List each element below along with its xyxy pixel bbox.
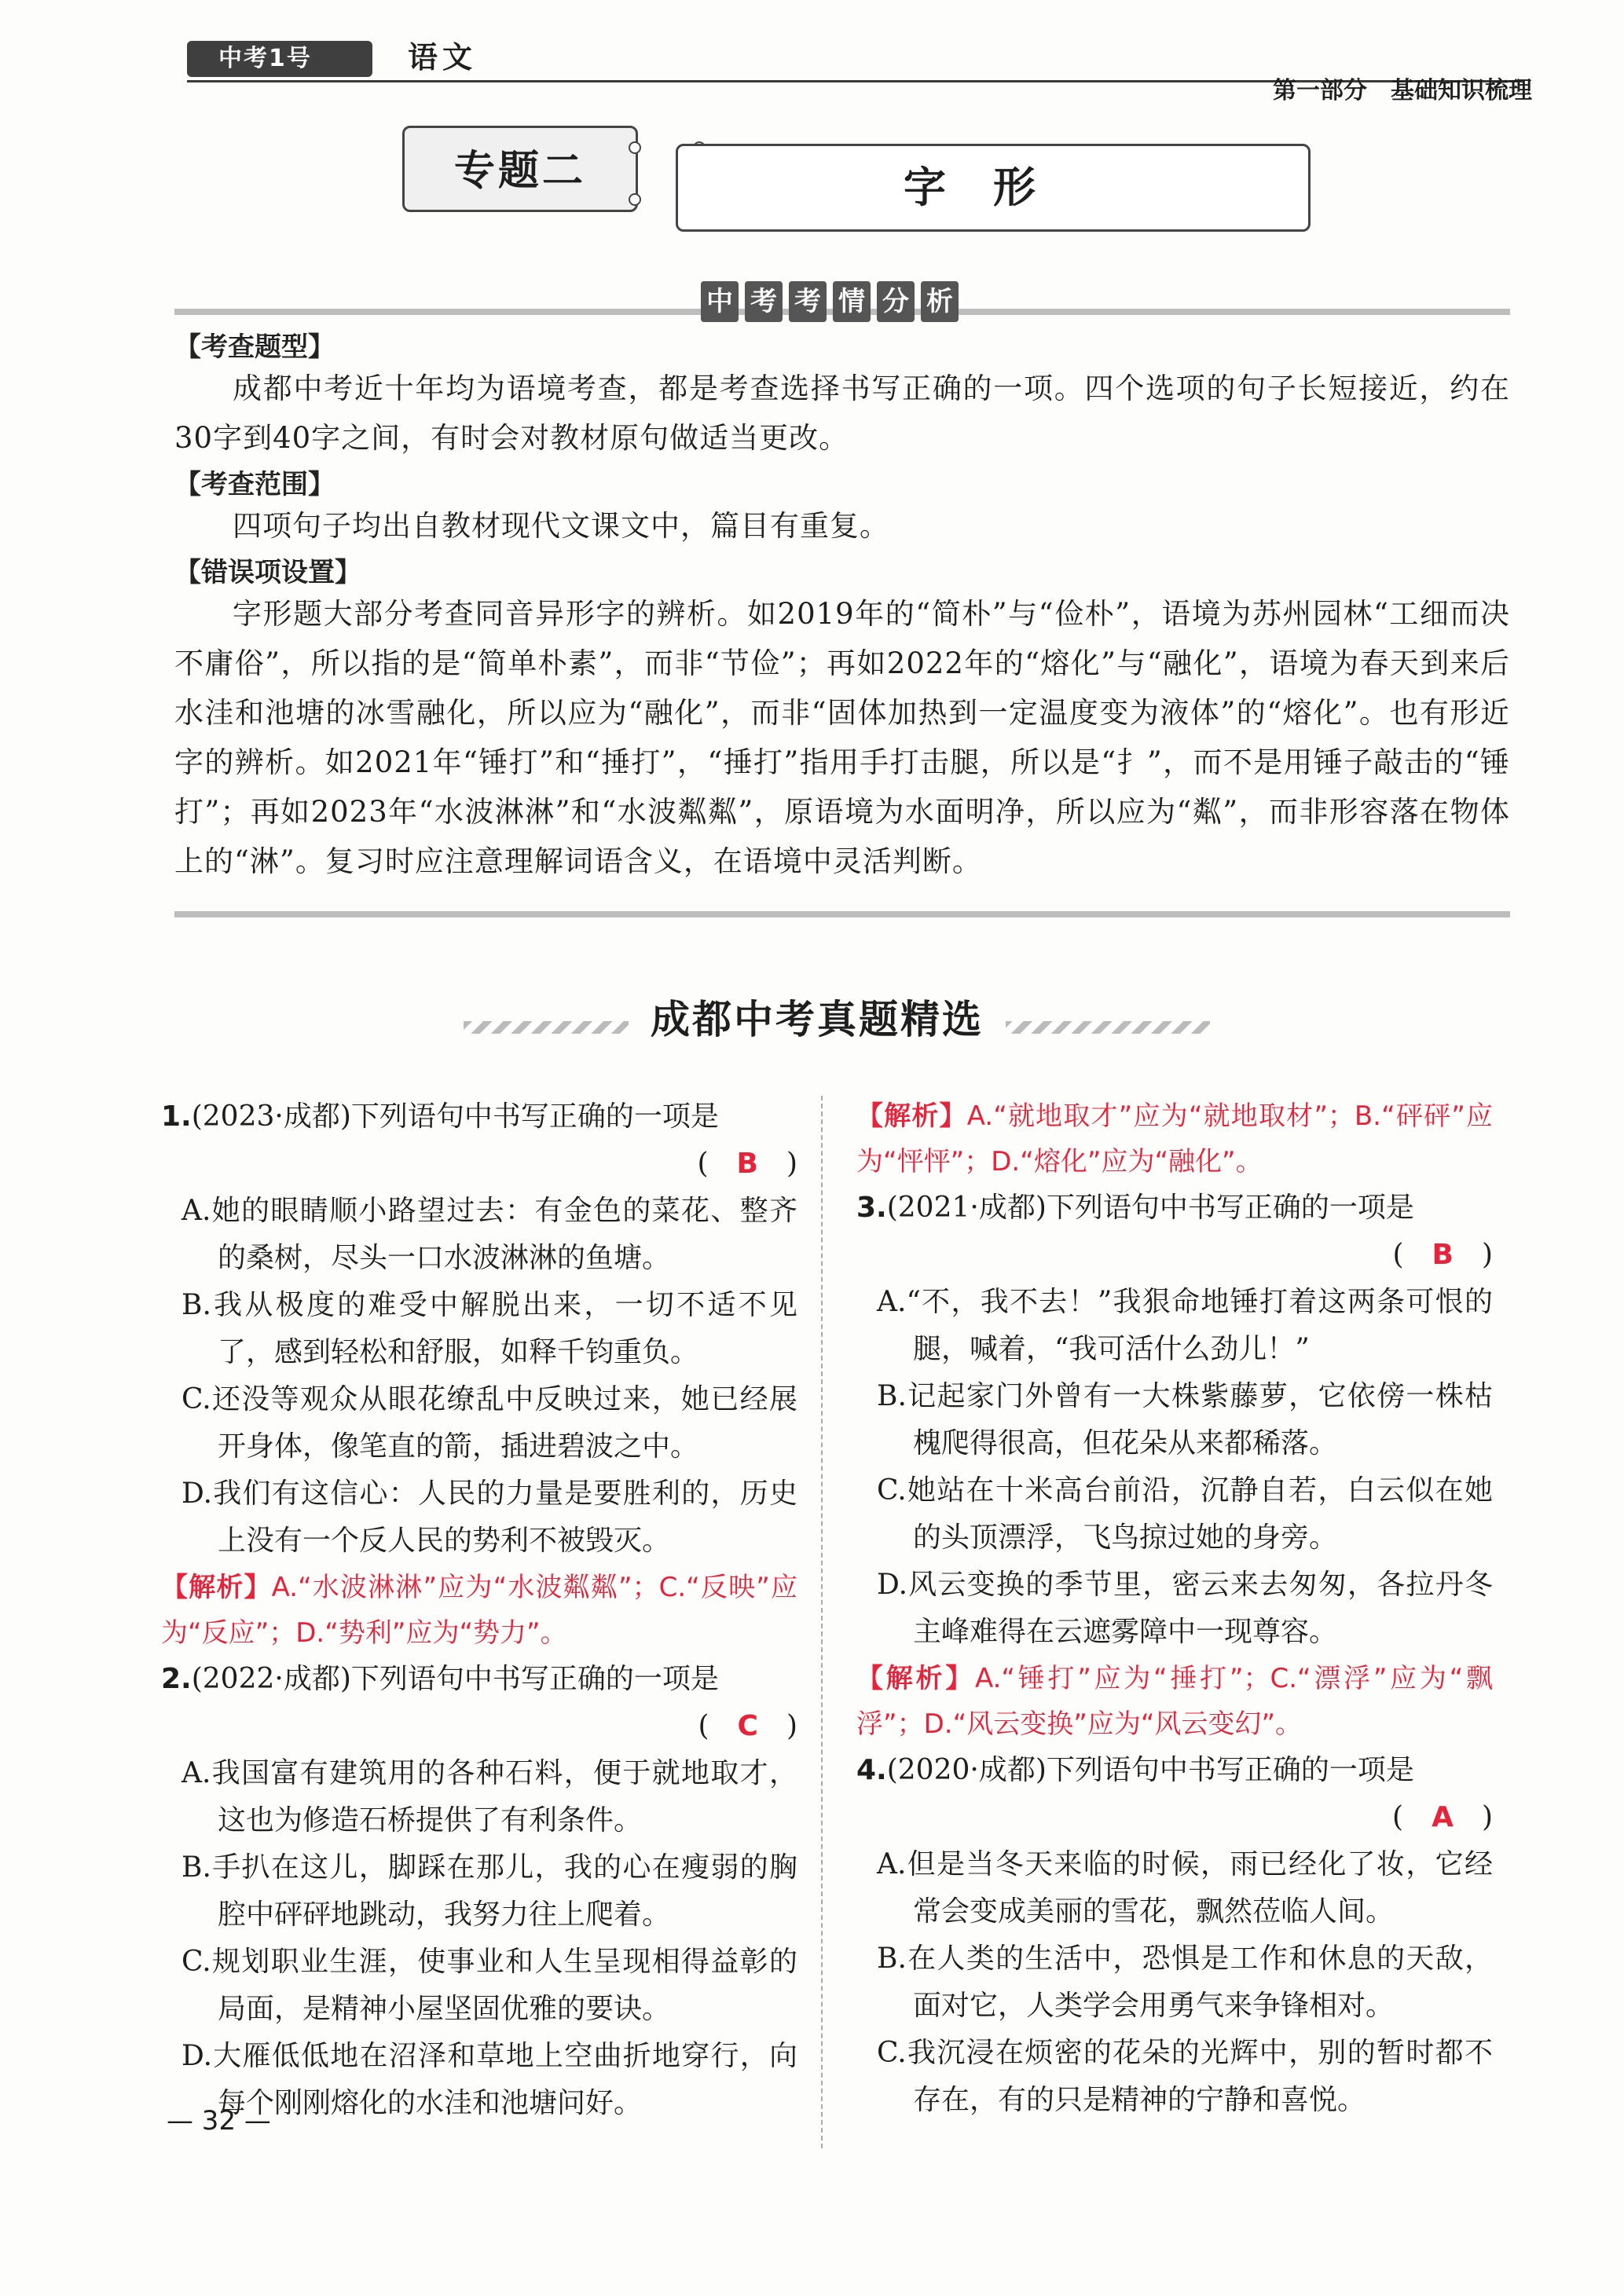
question-1 <box>161 1093 797 1656</box>
question-2 <box>161 1656 797 2127</box>
title-char: 分 <box>877 281 915 322</box>
block-text: 成都中考近十年均为语境考查，都是考查选择书写正确的一项。四个选项的句子长短接近，约在30字到40字之间，有时会对教材原句做适当更改。 <box>174 372 1510 455</box>
block-heading: 【考查题型】 <box>174 331 335 363</box>
block-heading: 【错误项设置】 <box>174 557 361 588</box>
analysis-body <box>174 325 1510 886</box>
column-divider <box>821 1096 823 2148</box>
analysis-note: 【解析】A.“水波淋淋”应为“水波粼粼”；C.“反映”应为“反应”；D.“势利”应为“势力”。 <box>161 1572 798 1649</box>
option: B.手扒在这儿，脚踩在那儿，我的心在瘦弱的胸腔中砰砰地跳动，我努力往上爬着。 <box>181 1851 797 1931</box>
topic-label: 专题二 <box>402 126 638 212</box>
analysis-section-title <box>701 281 959 322</box>
real-exam-title: 成都中考真题精选 <box>629 991 1006 1048</box>
option: A.她的眼睛顺小路望过去：有金色的菜花、整齐的桑树，尽头一口水波淋淋的鱼塘。 <box>181 1195 797 1274</box>
section-label: 第一部分 基础知识梳理 <box>1273 77 1532 104</box>
block-heading: 【考查范围】 <box>174 469 335 500</box>
connector-dot-icon <box>629 193 641 206</box>
answer-slot: ( A ) <box>1392 1801 1493 1833</box>
option: B.在人类的生活中，恐惧是工作和休息的天敌，面对它，人类学会用勇气来争锋相对。 <box>877 1943 1493 2022</box>
connector-dot-icon <box>629 141 641 154</box>
question-4 <box>856 1747 1493 2124</box>
block-text: 四项句子均出自教材现代文课文中，篇目有重复。 <box>233 509 889 543</box>
option: C.我沉浸在烦密的花朵的光辉中，别的暂时都不存在，有的只是精神的宁静和喜悦。 <box>877 2037 1493 2116</box>
option: C.她站在十米高台前沿，沉静自若，白云似在她的头顶漂浮，飞鸟掠过她的身旁。 <box>877 1474 1493 1554</box>
answer-slot: ( B ) <box>697 1148 797 1180</box>
option: C.规划职业生涯，使事业和人生呈现相得益彰的局面，是精神小屋坚固优雅的要诀。 <box>181 1946 797 2025</box>
block-text: 字形题大部分考查同音异形字的辨析。如2019年的“简朴”与“俭朴”，语境为苏州园林“工细而决不庸俗”，所以指的是“简单朴素”，而非“节俭”；再如2022年的“熔化”与“融化”，语境为春天到来后水洼和池塘的冰雪融化，所以应为“融化”，而非“固体加热到一定温度变为液体”的“熔化”。也有形近字的辨析。如2021年“锤打”和“捶打”，“捶打”指用手打击腿，所以是“扌”，而不是用锤子敲击的“锤打”；再如2023年“水波淋淋”和“水波粼粼”，原语境为水面明净，所以应为“粼”，而非形容落在物体上的“淋”。复习时应注意理解词语含义，在语境中灵活判断。 <box>174 597 1510 878</box>
question-stem: 2.(2022·成都)下列语句中书写正确的一项是 <box>161 1663 719 1695</box>
right-column <box>856 1093 1493 2124</box>
question-stem: 1.(2023·成都)下列语句中书写正确的一项是 <box>161 1100 719 1133</box>
question-3 <box>856 1185 1493 1747</box>
left-column <box>161 1093 797 2127</box>
option: D.我们有这信心：人民的力量是要胜利的，历史上没有一个反人民的势利不被毁灭。 <box>181 1478 797 1557</box>
topic-title: 字形 <box>676 144 1311 232</box>
title-char: 情 <box>833 281 871 322</box>
option: B.我从极度的难受中解脱出来，一切不适不见了，感到轻松和舒服，如释千钧重负。 <box>181 1289 797 1368</box>
analysis-note: 【解析】A.“锤打”应为“捶打”；C.“漂浮”应为“飘浮”；D.“风云变换”应为“风云变幻”。 <box>856 1663 1493 1740</box>
title-char: 析 <box>921 281 959 322</box>
option: A.“不，我不去！”我狠命地锤打着这两条可恨的腿，喊着，“我可活什么劲儿！” <box>877 1286 1493 1365</box>
brand-badge: 中考1号 <box>187 41 372 77</box>
option: A.我国富有建筑用的各种石料，便于就地取才，这也为修造石桥提供了有利条件。 <box>181 1757 797 1836</box>
answer-slot: ( B ) <box>1392 1239 1493 1271</box>
analysis-note: 【解析】A.“就地取才”应为“就地取材”；B.“砰砰”应为“怦怦”；D.“熔化”应为“融化”。 <box>856 1100 1494 1177</box>
option: B.记起家门外曾有一大株紫藤萝，它依傍一株枯槐爬得很高，但花朵从来都稀落。 <box>877 1380 1493 1459</box>
answer-slot: ( C ) <box>698 1710 797 1742</box>
page-number: — 32 — <box>167 2105 271 2137</box>
title-char: 中 <box>701 281 739 322</box>
option: C.还没等观众从眼花缭乱中反映过来，她已经展开身体，像笔直的箭，插进碧波之中。 <box>181 1383 797 1463</box>
question-stem: 3.(2021·成都)下列语句中书写正确的一项是 <box>856 1192 1414 1224</box>
subject-label: 语文 <box>407 40 477 75</box>
question-stem: 4.(2020·成都)下列语句中书写正确的一项是 <box>856 1754 1414 1786</box>
option: A.但是当冬天来临的时候，雨已经化了妆，它经常会变成美丽的雪花，飘然莅临人间。 <box>877 1848 1493 1928</box>
section-rule <box>174 911 1510 917</box>
title-char: 考 <box>745 281 783 322</box>
option: D.大雁低低地在沼泽和草地上空曲折地穿行，向每个刚刚熔化的水洼和池塘问好。 <box>181 2040 797 2119</box>
option: D.风云变换的季节里，密云来去匆匆，各拉丹冬主峰难得在云遮雾障中一现尊容。 <box>877 1569 1493 1648</box>
title-char: 考 <box>789 281 827 322</box>
